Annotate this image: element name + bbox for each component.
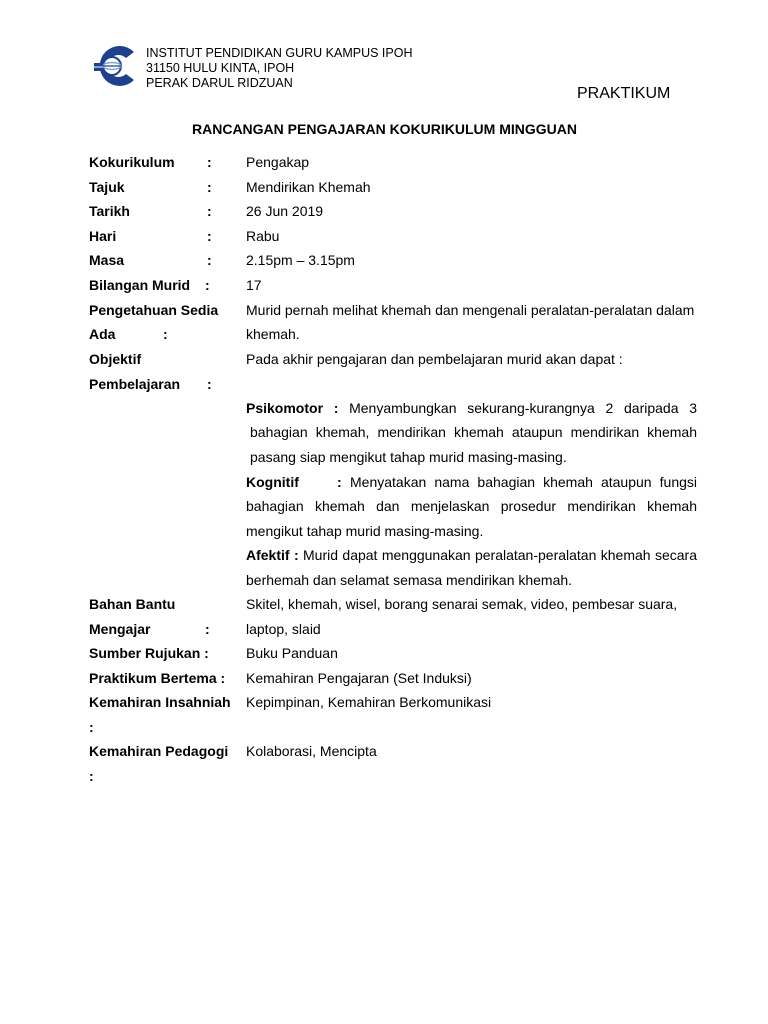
afektif-label: Afektif : xyxy=(246,547,299,563)
label-tarikh: Tarikh xyxy=(89,203,130,219)
label-pembelajaran: Pembelajaran xyxy=(89,376,181,392)
kognitif-line3: mengikut tahap murid masing-masing. xyxy=(246,523,484,539)
label-tajuk: Tajuk xyxy=(89,179,125,195)
value-tajuk: Mendirikan Khemah xyxy=(246,179,371,195)
label-praktikum-bertema: Praktikum Bertema : xyxy=(89,670,226,686)
colon: : xyxy=(207,179,212,195)
value-hari: Rabu xyxy=(246,228,280,244)
psikomotor-line2: bahagian khemah, mendirikan khemah ataupun mendirikan khemah xyxy=(250,424,697,440)
praktikum-tag: PRAKTIKUM xyxy=(577,85,671,102)
psikomotor-line3: pasang siap mengikut tahap murid masing-masing. xyxy=(250,449,567,465)
institute-logo xyxy=(90,46,136,86)
header-institute-name: INSTITUT PENDIDIKAN GURU KAMPUS IPOH xyxy=(146,46,413,60)
psikomotor-line1: Psikomotor : Menyambungkan sekurang-kurangnya 2 daripada 3 xyxy=(246,400,697,416)
value-objektif: Pada akhir pengajaran dan pembelajaran murid akan dapat : xyxy=(246,351,623,367)
kognitif-label: Kognitif xyxy=(246,474,299,490)
value-praktikum-bertema: Kemahiran Pengajaran (Set Induksi) xyxy=(246,670,472,686)
value-kokurikulum: Pengakap xyxy=(246,154,310,170)
label-kokurikulum: Kokurikulum xyxy=(89,154,175,170)
value-bahan-line2: laptop, slaid xyxy=(246,621,321,637)
label-hari: Hari xyxy=(89,228,117,244)
value-masa: 2.15pm – 3.15pm xyxy=(246,252,355,268)
header-state-line: PERAK DARUL RIDZUAN xyxy=(146,76,293,90)
colon: : xyxy=(89,719,94,735)
colon: : xyxy=(207,252,212,268)
colon: : xyxy=(207,228,212,244)
label-kemahiran-insahniah: Kemahiran Insahniah xyxy=(89,694,231,710)
value-pengetahuan-line2: khemah. xyxy=(246,326,300,342)
label-pengetahuan-sedia: Pengetahuan Sedia xyxy=(89,302,219,318)
afektif-line2: berhemah dan selamat semasa mendirikan khemah. xyxy=(246,572,573,588)
label-kemahiran-pedagogi: Kemahiran Pedagogi xyxy=(89,743,229,759)
colon: : xyxy=(337,474,342,490)
colon: : xyxy=(207,376,212,392)
kognitif-line2: bahagian khemah dan menjelaskan prosedur mendirikan khemah xyxy=(246,498,697,514)
colon: : xyxy=(207,203,212,219)
label-bahan-bantu: Bahan Bantu xyxy=(89,596,176,612)
header-address-line: 31150 HULU KINTA, IPOH xyxy=(146,61,295,75)
colon: : xyxy=(163,326,168,342)
psikomotor-label: Psikomotor : xyxy=(246,400,339,416)
colon: : xyxy=(89,768,94,784)
value-kemahiran-insahniah: Kepimpinan, Kemahiran Berkomunikasi xyxy=(246,694,492,710)
value-bilangan-murid: 17 xyxy=(246,277,262,293)
label-bilangan-murid: Bilangan Murid xyxy=(89,277,191,293)
label-ada: Ada xyxy=(89,326,116,342)
label-masa: Masa xyxy=(89,252,125,268)
value-sumber-rujukan: Buku Panduan xyxy=(246,645,338,661)
value-bahan-line1: Skitel, khemah, wisel, borang senarai semak, video, pembesar suara, xyxy=(246,596,678,612)
colon: : xyxy=(205,277,210,293)
label-sumber-rujukan: Sumber Rujukan : xyxy=(89,645,209,661)
value-tarikh: 26 Jun 2019 xyxy=(246,203,324,219)
label-objektif: Objektif xyxy=(89,351,142,367)
afektif-line1: Afektif : Murid dapat menggunakan peralatan-peralatan khemah secara xyxy=(246,547,697,563)
value-kemahiran-pedagogi: Kolaborasi, Mencipta xyxy=(246,743,377,759)
colon: : xyxy=(205,621,210,637)
kognitif-line1: Menyatakan nama bahagian khemah ataupun fungsi xyxy=(350,474,697,490)
page-title: RANCANGAN PENGAJARAN KOKURIKULUM MINGGUAN xyxy=(192,121,577,137)
value-pengetahuan-line1: Murid pernah melihat khemah dan mengenali peralatan-peralatan dalam xyxy=(246,302,695,318)
colon: : xyxy=(207,154,212,170)
label-mengajar: Mengajar xyxy=(89,621,151,637)
